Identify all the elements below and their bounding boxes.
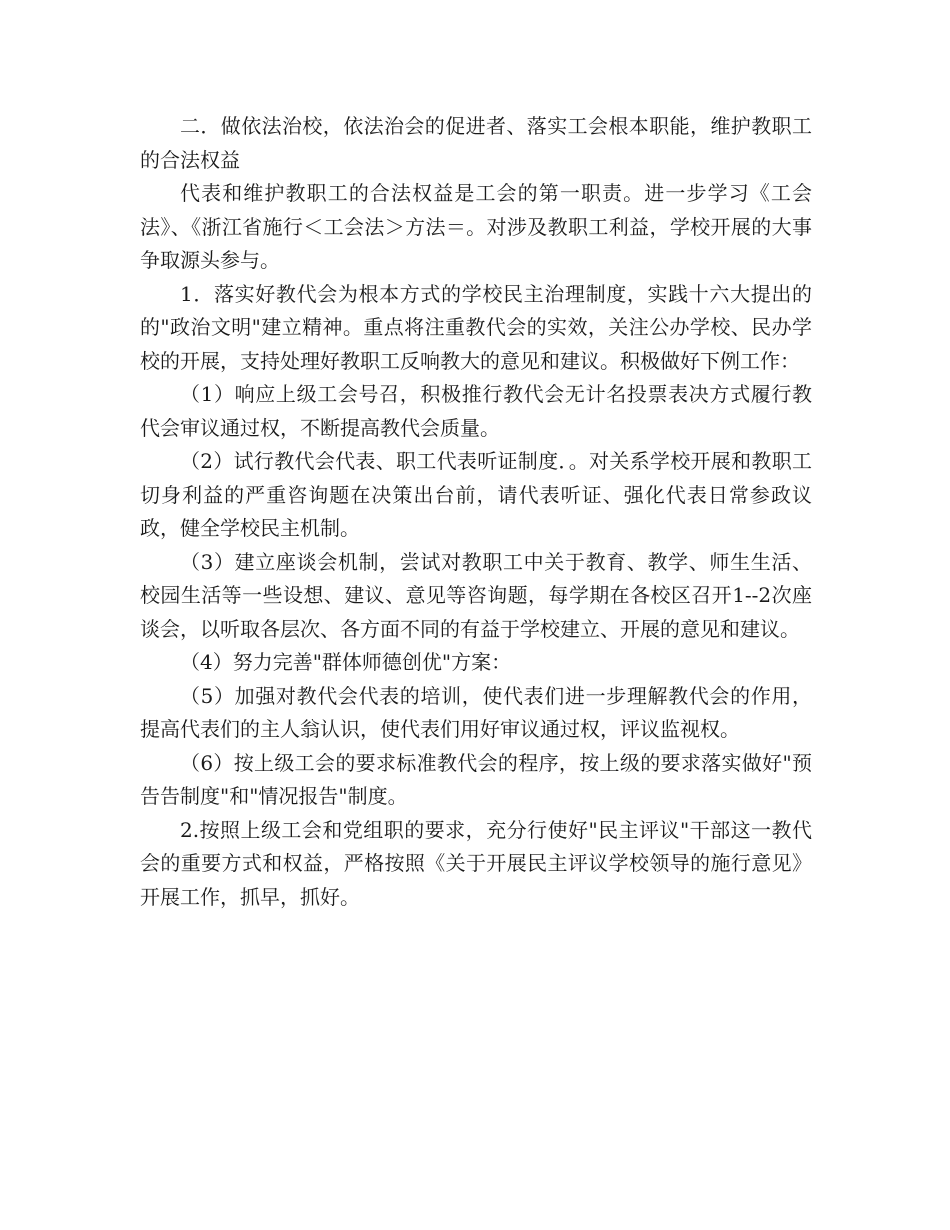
section-heading: 二．做依法治校，依法治会的促进者、落实工会根本职能，维护教职工的合法权益: [140, 114, 812, 172]
paragraph-subitem-2: （2）试行教代会代表、职工代表听证制度．。对关系学校开展和教职工切身利益的严重咨询题在决策出台前，请代表听证、强化代表日常参政议政，健全学校民主机制。: [140, 449, 812, 540]
document-body: [140, 110, 812, 914]
paragraph-item-2: 2.按照上级工会和党组职的要求，充分行使好"民主评议"干部这一教代会的重要方式和权益，严格按照《关于开展民主评议学校领导的施行意见》开展工作，抓早，抓好。: [140, 817, 812, 909]
paragraph-item-1: 1．落实好教代会为根本方式的学校民主治理制度，实践十六大提出的的"政治文明"建立精神。重点将注重教代会的实效，关注公办学校、民办学校的开展，支持处理好教职工反响教大的意见和建议。积极做好下例工作：: [140, 281, 812, 373]
paragraph-subitem-4: （4）努力完善"群体师德创优"方案：: [180, 650, 512, 674]
paragraph-subitem-5: （5）加强对教代会代表的培训，使代表们进一步理解教代会的作用，提高代表们的主人翁认识，使代表们用好审议通过权，评议监视权。: [140, 683, 812, 741]
paragraph-subitem-6: （6）按上级工会的要求标准教代会的程序，按上级的要求落实做好"预告告制度"和"情况报告"制度。: [140, 750, 812, 808]
paragraph-subitem-3: （3）建立座谈会机制，尝试对教职工中关于教育、教学、师生生活、校园生活等一些设想、建议、意见等咨询题，每学期在各校区召开1--2次座谈会，以听取各层次、各方面不同的有益于学校建立、开展的意见和建议。: [140, 549, 812, 641]
paragraph-subitem-1: （1）响应上级工会号召，积极推行教代会无计名投票表决方式履行教代会审议通过权，不断提高教代会质量。: [140, 382, 812, 440]
paragraph-intro: 代表和维护教职工的合法权益是工会的第一职责。进一步学习《工会法》、《浙江省施行＜工会法＞方法＝。对涉及教职工利益，学校开展的大事争取源头参与。: [140, 181, 812, 272]
